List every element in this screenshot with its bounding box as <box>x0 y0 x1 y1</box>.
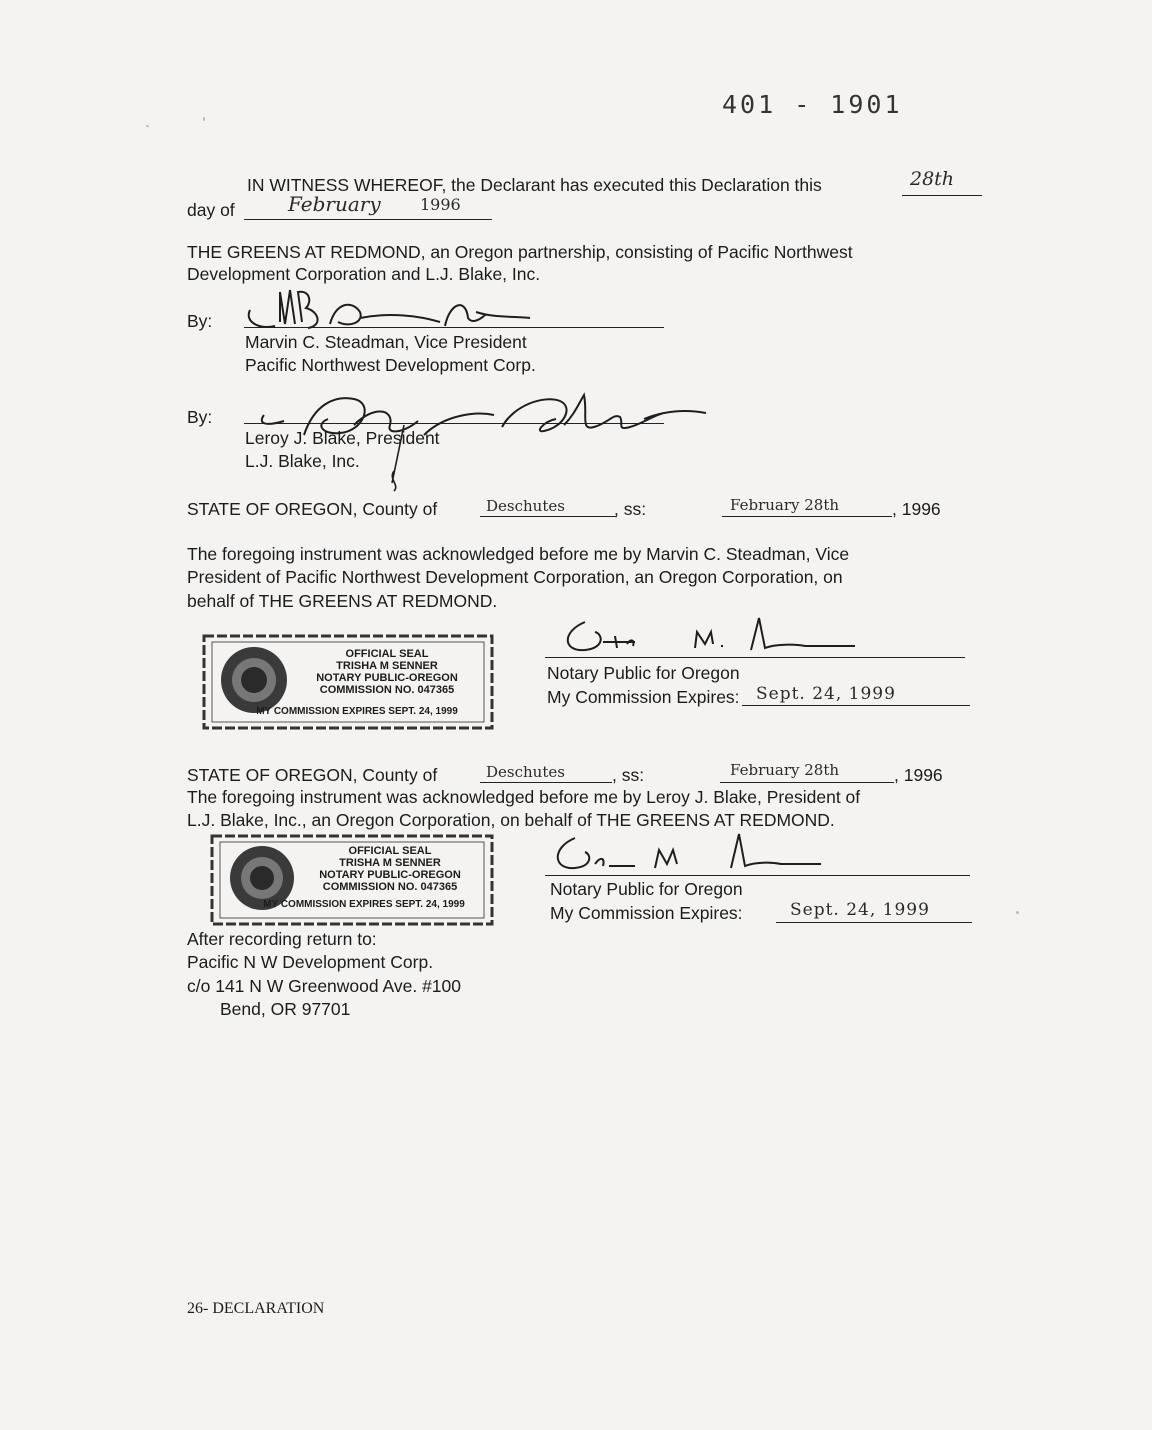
signer-1-company: Pacific Northwest Development Corp. <box>245 355 536 375</box>
by-label: By: <box>187 311 213 331</box>
ack-1-text-line: The foregoing instrument was acknowledged before me by Marvin C. Steadman, Vice <box>187 544 850 564</box>
seal-line5: MY COMMISSION EXPIRES SEPT. 24, 1999 <box>263 899 465 910</box>
ack-2-date: February 28th <box>730 761 840 779</box>
ack-2-notary-label: Notary Public for Oregon <box>550 879 743 899</box>
ack-2-expires-label: My Commission Expires: <box>550 903 743 923</box>
seal-line3: NOTARY PUBLIC-OREGON <box>319 869 461 881</box>
return-line: Bend, OR 97701 <box>220 999 351 1019</box>
ack-2-county: Deschutes <box>486 763 565 781</box>
month-handwritten: February <box>288 192 381 216</box>
ack-1-date: February 28th <box>730 496 840 514</box>
ack-2-state: STATE OF OREGON, County of <box>187 765 438 785</box>
date-underline <box>722 516 892 517</box>
county-underline <box>480 516 616 517</box>
month-underline <box>244 219 492 220</box>
witness-line: IN WITNESS WHEREOF, the Declarant has executed this Declaration this <box>247 175 822 195</box>
ack-2-expires-value: Sept. 24, 1999 <box>790 900 930 920</box>
notary-line <box>545 657 965 658</box>
ack-1-notary-label: Notary Public for Oregon <box>547 663 740 683</box>
day-handwritten: 28th <box>910 168 955 190</box>
expires-underline <box>776 922 972 923</box>
notary-signature <box>545 828 845 878</box>
seal-line3: NOTARY PUBLIC-OREGON <box>316 672 458 684</box>
ack-1-text-line: President of Pacific Northwest Development Corporation, an Oregon Corporation, on <box>187 567 843 587</box>
ack-1-state: STATE OF OREGON, County of <box>187 499 438 519</box>
ack-1-ss: , ss: <box>614 499 647 519</box>
page-footer-label: 26- DECLARATION <box>187 1300 325 1317</box>
speck <box>146 125 149 127</box>
ack-2-ss: , ss: <box>612 765 645 785</box>
notary-line <box>545 875 970 876</box>
declarant-line-1: THE GREENS AT REDMOND, an Oregon partnership, consisting of Pacific Northwest <box>187 242 853 262</box>
seal-name: TRISHA M SENNER <box>339 857 441 869</box>
seal-text <box>256 648 492 728</box>
ack-1-text-line: behalf of THE GREENS AT REDMOND. <box>187 591 498 611</box>
county-underline <box>480 782 612 783</box>
seal-line4: COMMISSION NO. 047365 <box>319 684 455 696</box>
ack-1-year: , 1996 <box>892 499 941 519</box>
ack-1-county: Deschutes <box>486 497 565 515</box>
signer-1-name-title: Marvin C. Steadman, Vice President <box>245 332 527 352</box>
declarant-line-2: Development Corporation and L.J. Blake, Inc. <box>187 264 541 284</box>
notary-signature <box>555 608 955 664</box>
ack-1-expires-label: My Commission Expires: <box>547 687 740 707</box>
ack-1-expires-value: Sept. 24, 1999 <box>756 684 896 704</box>
book-page-number: 401 - 1901 <box>722 90 903 119</box>
by-label: By: <box>187 407 213 427</box>
signer-2-name-title: Leroy J. Blake, President <box>245 428 440 448</box>
ack-2-text-line: The foregoing instrument was acknowledged before me by Leroy J. Blake, President of <box>187 787 861 807</box>
seal-line5: MY COMMISSION EXPIRES SEPT. 24, 1999 <box>256 706 458 717</box>
ack-2-year: , 1996 <box>894 765 943 785</box>
day-of-label: day of <box>187 200 235 220</box>
year-handwritten: 1996 <box>420 195 461 214</box>
expires-underline <box>742 705 970 706</box>
speck <box>203 117 205 121</box>
day-underline <box>902 195 982 196</box>
return-line: c/o 141 N W Greenwood Ave. #100 <box>187 976 462 996</box>
ack-2-text-line: L.J. Blake, Inc., an Oregon Corporation, on behalf of THE GREENS AT REDMOND. <box>187 810 835 830</box>
seal-title: OFFICIAL SEAL <box>348 845 432 857</box>
seal-text <box>263 845 490 925</box>
seal-name: TRISHA M SENNER <box>336 660 438 672</box>
date-underline <box>720 782 894 783</box>
return-label: After recording return to: <box>187 929 377 949</box>
speck <box>1016 911 1019 914</box>
seal-line4: COMMISSION NO. 047365 <box>322 881 458 893</box>
return-line: Pacific N W Development Corp. <box>187 952 434 972</box>
seal-title: OFFICIAL SEAL <box>345 648 429 660</box>
signer-2-company: L.J. Blake, Inc. <box>245 451 360 471</box>
